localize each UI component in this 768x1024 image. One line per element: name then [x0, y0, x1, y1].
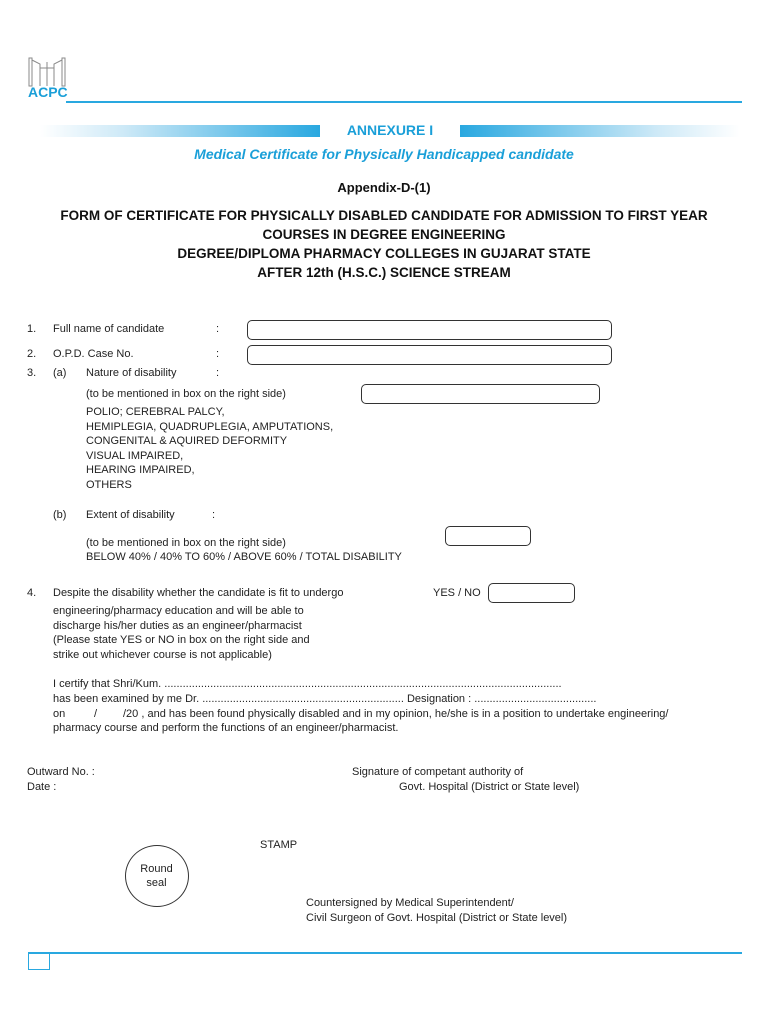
opd-case-no-field[interactable]	[247, 345, 612, 365]
certify-last-line: pharmacy course and perform the functions of an engineer/pharmacist.	[53, 722, 399, 734]
item3b-colon: :	[212, 509, 216, 521]
certify-name-line: I certify that Shri/Kum. ..................................................................................................................................	[53, 678, 562, 690]
item1-label: Full name of candidate	[53, 323, 165, 335]
countersigned-line1: Countersigned by Medical Superintendent/	[306, 897, 514, 909]
logo-text: ACPC	[28, 84, 68, 100]
item3b-letter: (b)	[53, 509, 67, 521]
certify-doctor-line: has been examined by me Dr. .................................................................. Designation : ........................................	[53, 693, 597, 705]
signature-hospital: Govt. Hospital (District or State level)	[399, 781, 580, 793]
full-name-field[interactable]	[247, 320, 612, 340]
fitness-yes-no-field[interactable]	[488, 583, 575, 603]
form-title-line2: COURSES IN DEGREE ENGINEERING	[262, 227, 506, 242]
yes-no-label: YES / NO	[433, 587, 481, 599]
disability-option: HEARING IMPAIRED,	[86, 464, 195, 476]
certificate-subtitle: Medical Certificate for Physically Handicapped candidate	[194, 146, 574, 162]
footer-rule	[50, 952, 742, 954]
footer-corner-box	[28, 952, 50, 970]
item4-line2: engineering/pharmacy education and will be able to	[53, 605, 304, 617]
item3b-hint: (to be mentioned in box on the right side)	[86, 537, 286, 549]
form-title-line1: FORM OF CERTIFICATE FOR PHYSICALLY DISABLED CANDIDATE FOR ADMISSION TO FIRST YEAR	[60, 208, 708, 223]
item4-line4: (Please state YES or NO in box on the right side and	[53, 634, 310, 646]
item2-label: O.P.D. Case No.	[53, 348, 134, 360]
appendix-label: Appendix-D-(1)	[337, 180, 431, 195]
item3a-colon: :	[216, 367, 220, 379]
annexure-bar-left	[40, 125, 320, 137]
disability-option: VISUAL IMPAIRED,	[86, 450, 184, 462]
form-title-line3: DEGREE/DIPLOMA PHARMACY COLLEGES IN GUJARAT STATE	[177, 246, 591, 261]
acpc-logo-graphic	[26, 54, 68, 88]
disability-option: OTHERS	[86, 479, 132, 491]
extent-options: BELOW 40% / 40% TO 60% / ABOVE 60% / TOTAL DISABILITY	[86, 551, 402, 563]
outward-no-label: Outward No. :	[27, 766, 95, 778]
item3-number: 3.	[27, 367, 37, 379]
certify-date-on: on	[53, 708, 66, 720]
item1-number: 1.	[27, 323, 37, 335]
form-title-line4: AFTER 12th (H.S.C.) SCIENCE STREAM	[257, 265, 511, 280]
stamp-label: STAMP	[260, 839, 298, 851]
countersigned-line2: Civil Surgeon of Govt. Hospital (District or State level)	[306, 912, 568, 924]
signature-authority: Signature of competant authority of	[352, 766, 524, 778]
footer-corner-box-top	[28, 952, 50, 954]
item4-line5: strike out whichever course is not applicable)	[53, 649, 272, 661]
item3a-label: Nature of disability	[86, 367, 177, 379]
seal-text-seal: seal	[146, 877, 167, 889]
item3a-letter: (a)	[53, 367, 67, 379]
item4-number: 4.	[27, 587, 37, 599]
nature-of-disability-field[interactable]	[361, 384, 600, 404]
annexure-bar-right	[460, 125, 740, 137]
item4-line1: Despite the disability whether the candidate is fit to undergo	[53, 587, 344, 599]
acpc-logo	[26, 54, 68, 102]
certify-date-slash: /	[94, 708, 98, 720]
item1-colon: :	[216, 323, 220, 335]
annexure-title: ANNEXURE I	[346, 122, 434, 138]
certify-date-line: /20 , and has been found physically disabled and in my opinion, he/she is in a position to undertake engineering/	[123, 708, 669, 720]
item2-colon: :	[216, 348, 220, 360]
extent-of-disability-field[interactable]	[445, 526, 531, 546]
item2-number: 2.	[27, 348, 37, 360]
seal-text-round: Round	[140, 863, 173, 875]
header-rule	[66, 101, 742, 103]
round-seal	[125, 845, 189, 907]
item3b-label: Extent of disability	[86, 509, 175, 521]
date-label: Date :	[27, 781, 57, 793]
disability-option: HEMIPLEGIA, QUADRUPLEGIA, AMPUTATIONS,	[86, 421, 334, 433]
disability-option: CONGENITAL & AQUIRED DEFORMITY	[86, 435, 288, 447]
item3a-hint: (to be mentioned in box on the right side)	[86, 388, 286, 400]
item4-line3: discharge his/her duties as an engineer/pharmacist	[53, 620, 302, 632]
disability-option: POLIO; CEREBRAL PALCY,	[86, 406, 225, 418]
